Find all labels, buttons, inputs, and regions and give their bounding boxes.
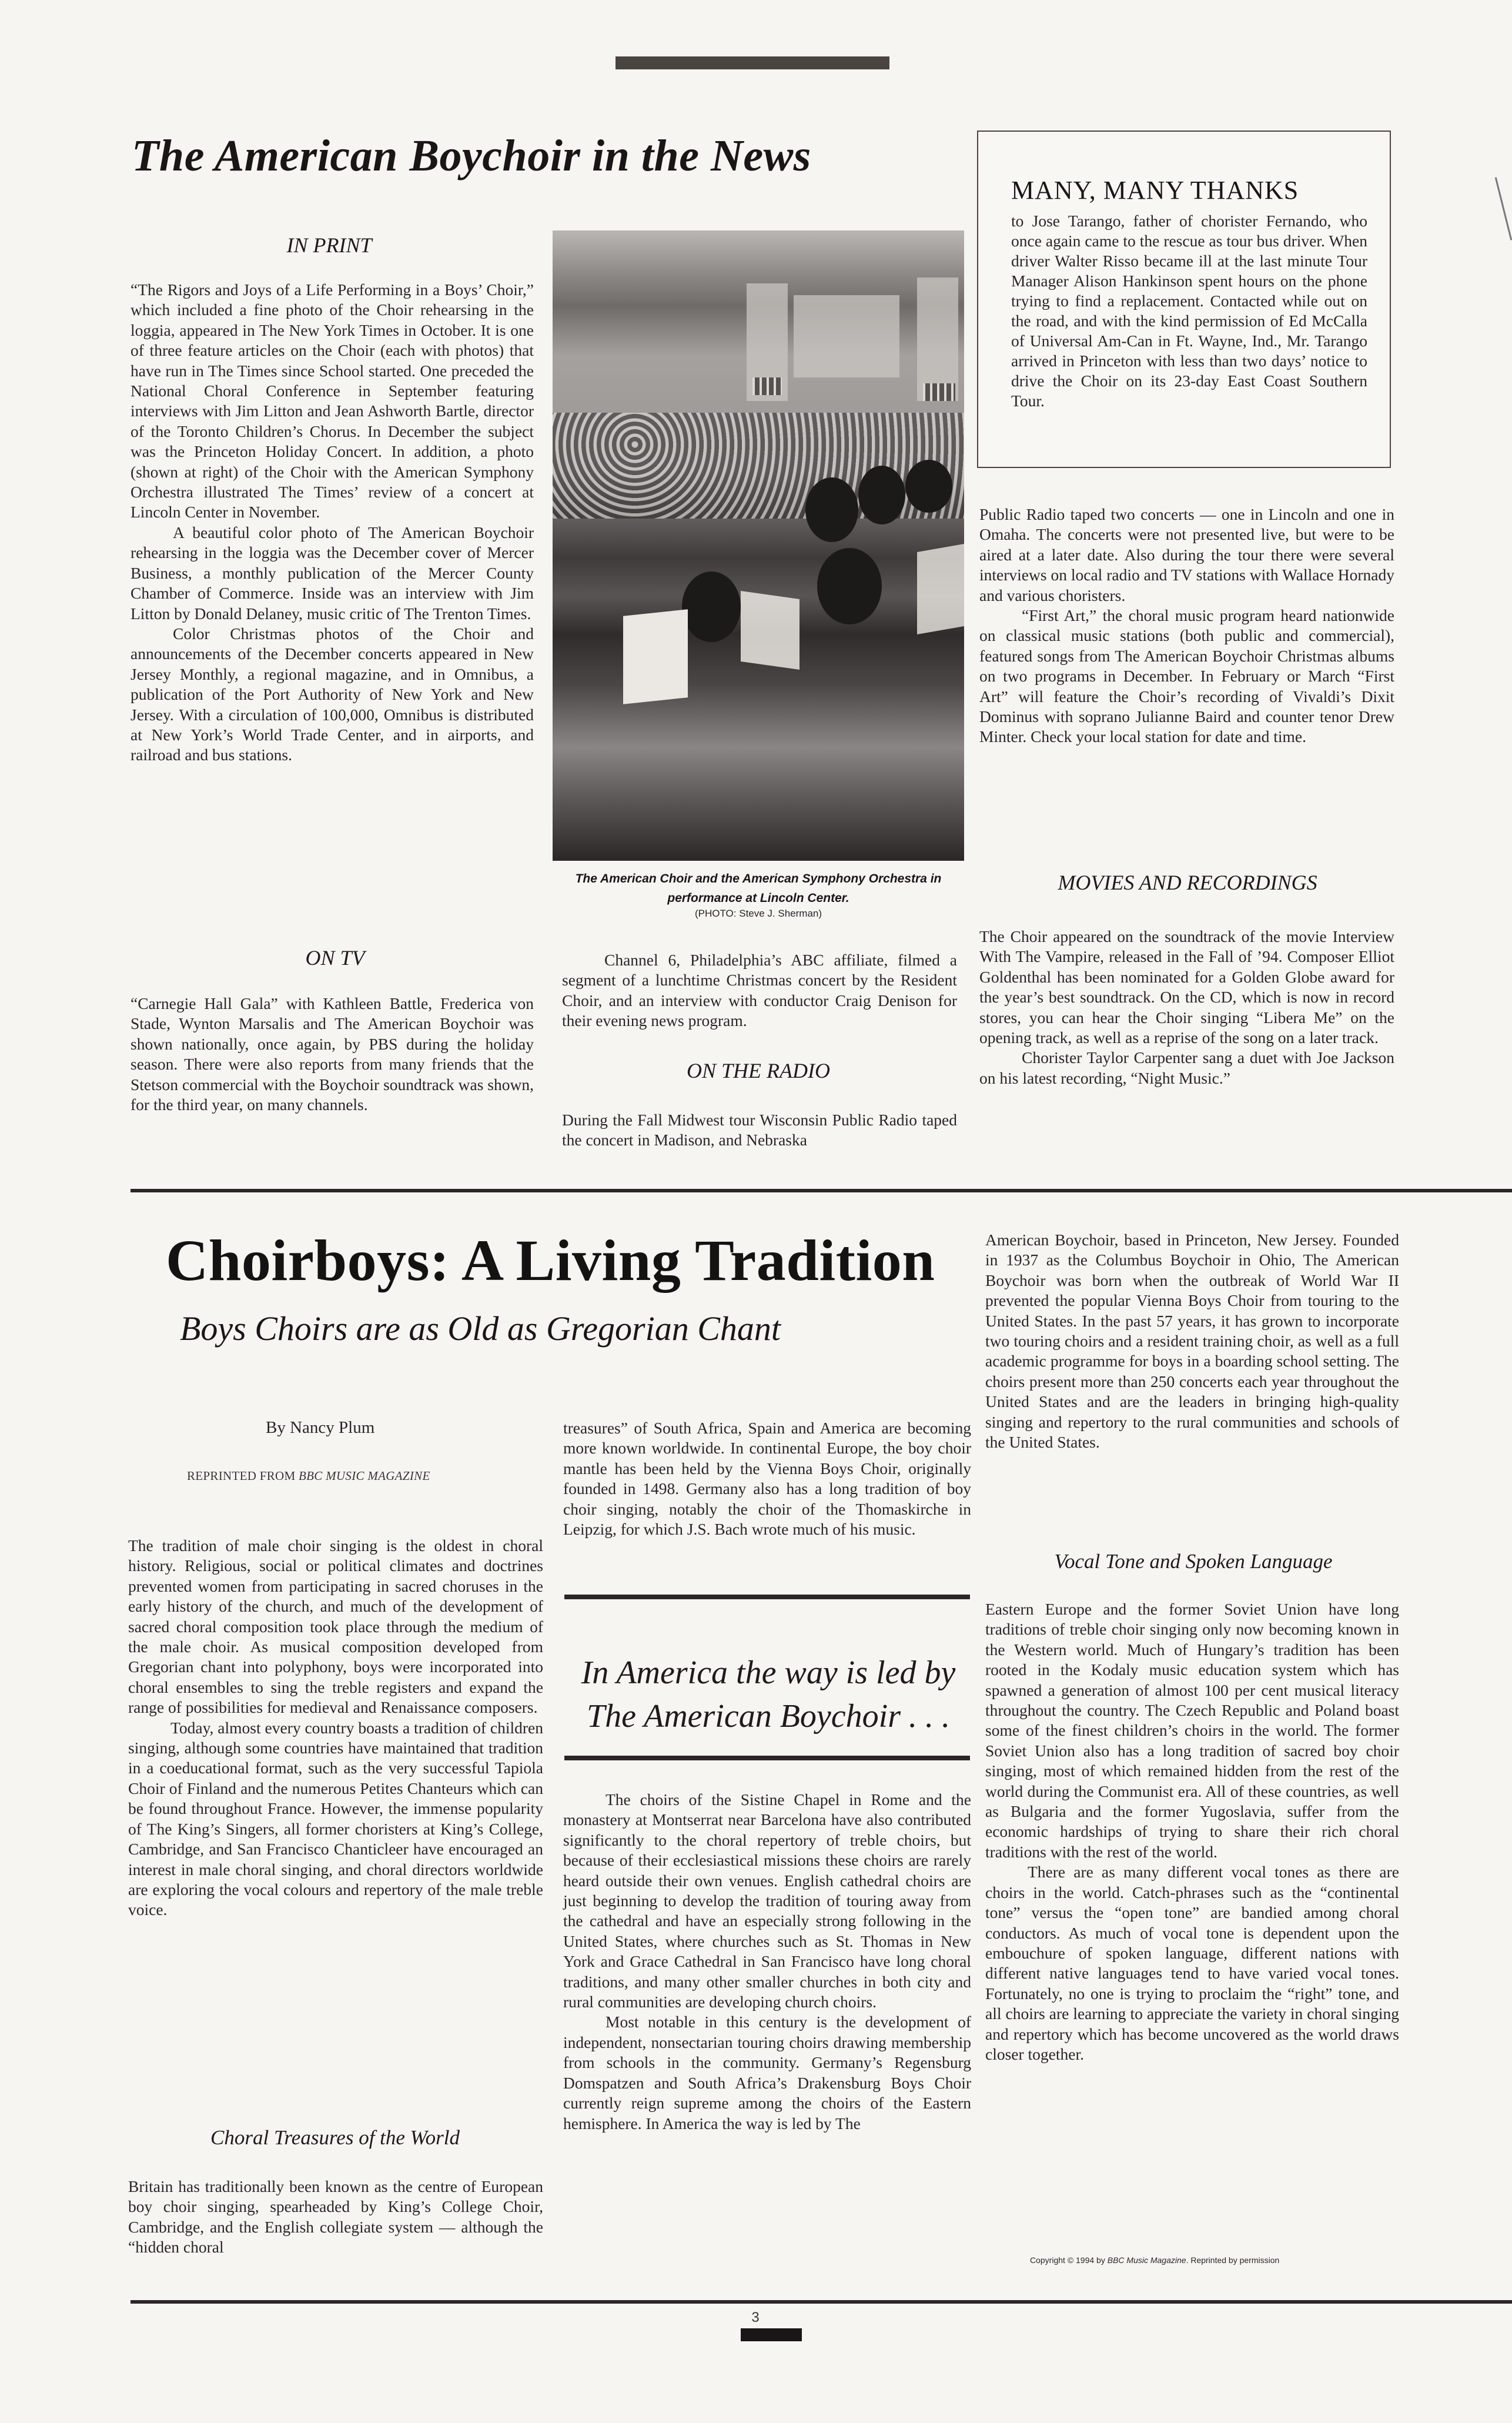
page-number: 3 — [751, 2310, 760, 2325]
treasures-heading: Choral Treasures of the World — [210, 2126, 460, 2149]
vocal-heading: Vocal Tone and Spoken Language — [1054, 1550, 1333, 1573]
chorister-head — [805, 477, 858, 542]
in-print-paragraph: Color Christmas photos of the Choir and announcements of the December concerts appeared in New Jersey Monthly, a regional magazine, and in Omnibus, a publication of the Port Authority of New York and New Jersey. With a circulation of 100,000, Omnibus is distributed at New York’s World Trade Center, and in airports, and railroad and bus stations. — [131, 624, 534, 764]
movies-paragraph: Chorister Taylor Carpenter sang a duet with Joe Jackson on his latest recording, “Night Music.” — [979, 1048, 1394, 1087]
pullquote: In America the way is led by The American Boychoir . . . — [581, 1655, 956, 1734]
byline: By Nancy Plum — [266, 1418, 375, 1437]
organ-pipe-row — [923, 383, 955, 401]
movies-paragraph: The Choir appeared on the soundtrack of the movie Interview With The Vampire, released in the Fall of ’94. Composer Elliot Goldenthal has been nominated for a Golden Globe award for the year’s best soundtrack. On the CD, which is now in record stores, you can hear the Choir singing “Libera Me” on the opening track, as well as a reprise of the song on a later track. — [979, 927, 1394, 1047]
music-score — [623, 609, 688, 704]
footer-rule — [131, 2300, 1512, 2304]
article-paragraph: American Boychoir, based in Princeton, New Jersey. Founded in 1937 as the Columbus Boychoir in Ohio, The American Boychoir was born when the outbreak of World War II prevented the popular Vienna Boys Choir from touring to the United States. In the past 57 years, it has grown to incorporate two touring choirs and a resident training choir, as well as a full academic programme for boys in a boarding school setting. The choirs present more than 250 concerts each year throughout the United States and are the leaders in bringing high-quality singing and repertory to the rural communities and schools of the United States. — [985, 1231, 1399, 1452]
on-tv-paragraph: “Carnegie Hall Gala” with Kathleen Battle, Frederica von Stade, Wynton Marsalis and The American Boychoir was shown nationally, once again, by PBS during the holiday season. There were also reports from many friends that the Stetson commercial with the Boychoir soundtrack was shown, for the third year, on many channels. — [131, 994, 534, 1114]
article-paragraph: Today, almost every country boasts a tradition of children singing, although some countries have maintained that tradition in a coeducational format, such as the very successful Tapiola Choir of Finland and the numerous Petites Chanteurs which can be found throughout France. However, the immense popularity of The King’s Singers, all former choristers at King’s College, Cambridge, and San Francisco Chanticleer have encouraged an interest in male choral singing, and choral directors worldwide are exploring the vocal colours and repertory of the male treble voice. — [128, 1718, 543, 1919]
pullquote-rule-bottom — [564, 1756, 970, 1760]
music-score — [741, 591, 800, 670]
photo-caption: The American Choir and the American Symphony Orchestra in performance at Lincoln Center. — [575, 872, 942, 905]
in-print-heading: IN PRINT — [286, 233, 372, 257]
on-radio-body-start — [562, 1110, 957, 1151]
article-paragraph: There are as many different vocal tones as there are choirs in the world. Catch-phrases such as the “continental tone” versus the “open tone” are bandied among choral conductors. As much of vocal tone is dependent upon the embouchure of spoken language, different nations with different native languages tend to have varied vocal tones. Fortunately, no one is trying to proclaim the “right” tone, and all choirs are learning to appreciate the variety in choral singing and repertory which has become uncovered as the world draws closer together. — [985, 1863, 1399, 2063]
copyright-prefix: Copyright © 1994 by — [1030, 2255, 1108, 2265]
article-subtitle: Boys Choirs are as Old as Gregorian Chant — [180, 1309, 781, 1348]
copyright-note — [1030, 2255, 1279, 2265]
on-tv-body — [131, 994, 534, 1115]
article-col2-top — [563, 1418, 971, 1539]
in-print-paragraph: A beautiful color photo of The American Boychoir rehearsing in the loggia was the December cover of Mercer Business, a monthly publication of the Mercer County Chamber of Commerce. Inside was an interview with Jim Litton by Donald Delaney, music critic of The Trenton Times. — [131, 523, 534, 623]
news-title: The American Boychoir in the News — [132, 131, 811, 181]
top-decorative-bar — [615, 56, 889, 69]
thanks-title: MANY, MANY THANKS — [1011, 176, 1299, 205]
movies-body — [979, 927, 1394, 1088]
channel6-paragraph: Channel 6, Philadelphia’s ABC affiliate, filmed a segment of a lunchtime Christmas concert by the Resident Choir, and an interview with conductor Craig Denison for their evening news program. — [562, 951, 957, 1030]
reprinted-note — [187, 1469, 430, 1483]
article-paragraph: Eastern Europe and the former Soviet Union have long traditions of treble choir singing only now becoming known in the Western world. Much of Hungary’s tradition has been rooted in the Kodaly music education system which has spawned a generation of almost 100 per cent musical literacy throughout the country. The Czech Republic and Poland boast some of the finest children’s choirs in the world. The former Soviet Union also has a long tradition of sacred boy choir singing, most of which remained hidden from the rest of the world during the Communist era. All of these countries, as well as Bulgaria and the former Yugoslavia, suffer from the economic hardships of trying to share their rich choral traditions with the rest of the world. — [985, 1600, 1399, 1861]
organ-center — [794, 295, 899, 377]
lincoln-center-photo — [553, 230, 964, 861]
page-tab-mark — [741, 2328, 802, 2341]
article-title: Choirboys: A Living Tradition — [166, 1228, 935, 1293]
reprinted-source: BBC MUSIC MAGAZINE — [299, 1469, 430, 1483]
chorister-head — [682, 572, 741, 642]
photo-credit: (PHOTO: Steve J. Sherman) — [694, 908, 822, 919]
music-score — [917, 544, 964, 634]
in-print-paragraph: “The Rigors and Joys of a Life Performing in a Boys’ Choir,” which included a fine photo of the Choir rehearsing in the loggia, appeared in The New York Times in October. It is one of three feature articles on the Choir (each with photos) that have run in The Times since School started. One preceded the National Choral Conference in September featuring interviews with Jim Litton and Jean Ashworth Bartle, director of the Toronto Children’s Chorus. In December the subject was the Princeton Holiday Concert. In addition, a photo (shown at right) of the Choir with the American Symphony Orchestra illustrated The Times’ review of a concert at Lincoln Center in November. — [131, 280, 534, 522]
reprinted-prefix: REPRINTED FROM — [187, 1469, 299, 1483]
article-col2-bottom — [563, 1790, 971, 2134]
on-radio-paragraph: Public Radio taped two concerts — one in Lincoln and one in Omaha. The concerts were not presented live, but were to be aired at a later date. Also during the tour there were several interviews on local radio and TV stations with Wallace Hornady and various choristers. — [979, 505, 1394, 604]
article-col3-bottom — [985, 1599, 1399, 2064]
pullquote-rule-top — [564, 1595, 970, 1599]
margin-pen-mark — [1495, 177, 1512, 240]
copyright-source: BBC Music Magazine — [1107, 2255, 1186, 2265]
article-paragraph: Britain has traditionally been known as the centre of European boy choir singing, spearheaded by King’s College Choir, Cambridge, and the English collegiate system — although the “hidden choral — [128, 2177, 543, 2257]
article-paragraph: The choirs of the Sistine Chapel in Rome and the monastery at Montserrat near Barcelona have also contributed significantly to the choral repertory of treble choirs, but because of their ecclesiastical missions these choirs are rarely heard outside their own venues. English cathedral choirs are just beginning to develop the tradition of touring away from the cathedral and have an especially strong following in the United States, where churches such as St. Thomas in New York and Grace Cathedral in San Francisco have long choral traditions, and many other smaller churches in both city and rural communities are developing church choirs. — [563, 1790, 971, 2011]
on-radio-paragraph: During the Fall Midwest tour Wisconsin Public Radio taped the concert in Madison, and Nebraska — [562, 1111, 957, 1149]
article-col1 — [128, 1536, 543, 1920]
chorister-head — [905, 460, 952, 513]
copyright-suffix: . Reprinted by permission — [1186, 2255, 1280, 2265]
section-divider — [131, 1189, 1512, 1192]
thanks-text: to Jose Tarango, father of chorister Fernando, who once again came to the rescue as tour bus driver. When driver Walter Risso became ill at the last minute Tour Manager Alison Hankinson spent hours on the phone trying to find a replacement. Contacted while out on the road, and with the kind permission of Ed McCalla of Universal Am-Can in Ft. Wayne, Ind., Mr. Tarango arrived in Princeton with less than two days’ notice to drive the Choir on its 23-day East Coast Southern Tour. — [1011, 212, 1367, 410]
on-radio-heading: ON THE RADIO — [687, 1059, 830, 1082]
on-tv-heading: ON TV — [305, 946, 365, 970]
article-paragraph: treasures” of South Africa, Spain and America are becoming more known worldwide. In continental Europe, the boy choir mantle has been held by the Vienna Boys Choir, originally founded in 1498. Germany also has a long tradition of boy choir singing, notably the choir of the Thomaskirche in Leipzig, for which J.S. Bach wrote much of his music. — [563, 1419, 971, 1539]
treasures-body — [128, 2177, 543, 2258]
article-col3-top — [985, 1230, 1399, 1452]
article-paragraph: The tradition of male choir singing is the oldest in choral history. Religious, social or political climates and doctrines prevented women from participating in sacred choruses in the early history of the church, and much of the development of sacred choral composition took place through the medium of the male choir. As musical composition developed from Gregorian chant into polyphony, boys were incorporated into choral ensembles to sing the treble registers and expand the range of possibilities for medieval and Renaissance composers. — [128, 1536, 543, 1717]
chorister-head — [817, 548, 882, 624]
on-radio-paragraph: “First Art,” the choral music program heard nationwide on classical music stations (both public and commercial), featured songs from The American Boychoir Christmas albums on two programs in December. In February or March “First Art” will feature the Choir’s recording of Vivaldi’s Dixit Dominus with soprano Julianne Baird and counter tenor Drew Minter. Check your local station for date and time. — [979, 606, 1394, 746]
on-radio-body-cont — [979, 504, 1394, 747]
organ-pipes-right — [917, 278, 958, 401]
channel6-body — [562, 950, 957, 1031]
organ-pipe-row — [752, 377, 782, 395]
chorister-head — [858, 466, 905, 524]
article-paragraph: Most notable in this century is the development of independent, nonsectarian touring choirs drawing membership from schools in the community. Germany’s Regensburg Domspatzen and South Africa’s Drakensburg Boys Choir currently reign supreme among the choirs of the Eastern hemisphere. In America the way is led by The — [563, 2013, 971, 2133]
many-thanks-box — [977, 131, 1391, 468]
movies-heading: MOVIES AND RECORDINGS — [1058, 871, 1317, 894]
in-print-body — [131, 280, 534, 766]
